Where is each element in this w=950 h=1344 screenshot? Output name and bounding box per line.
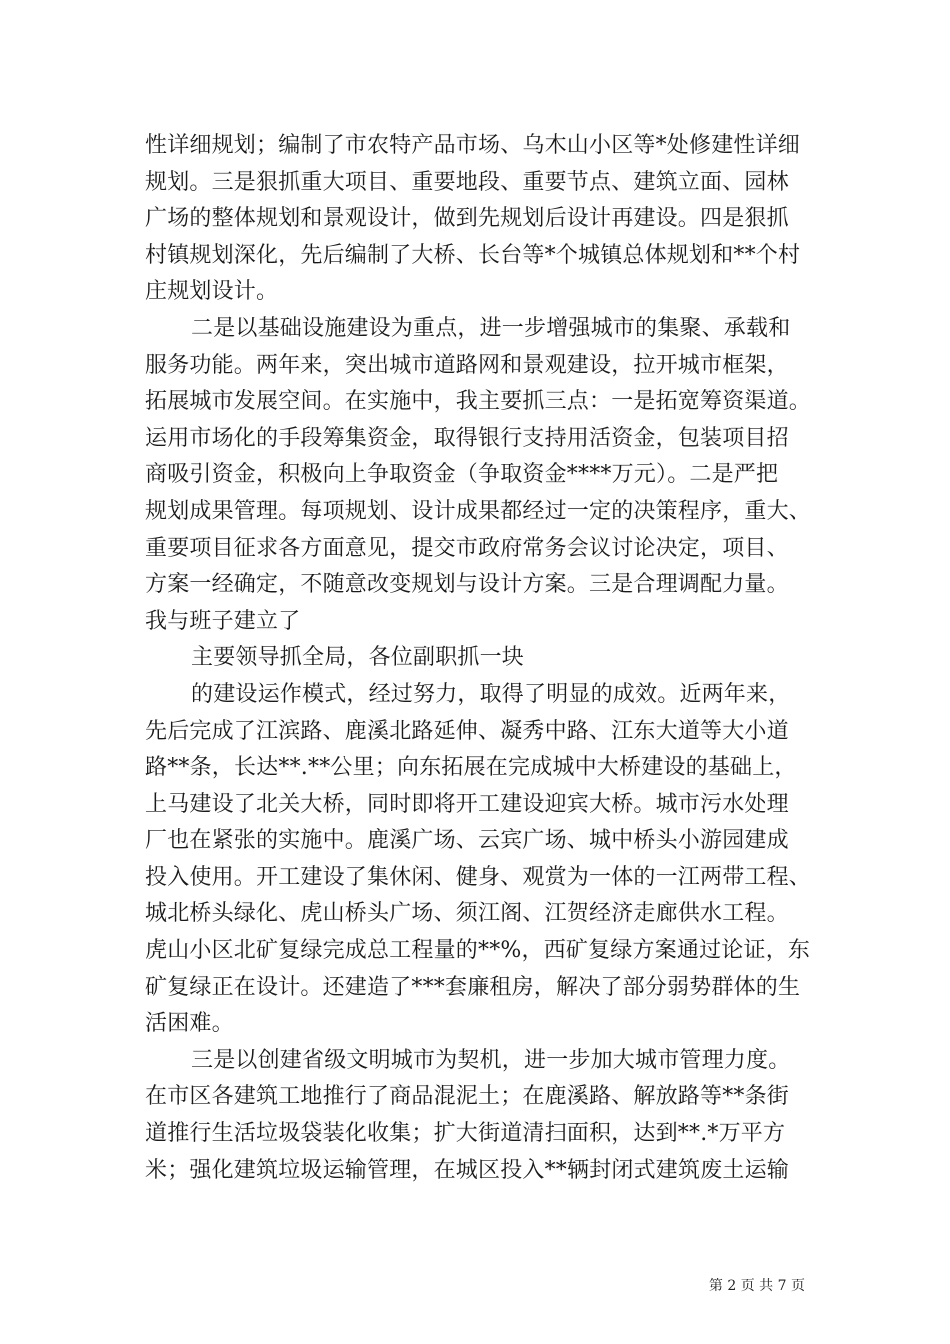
text-line: 三是以创建省级文明城市为契机，进一步加大城市管理力度。 bbox=[191, 1047, 791, 1073]
text-line: 城北桥头绿化、虎山桥头广场、须江阁、江贺经济走廊供水工程。 bbox=[145, 901, 789, 927]
text-line: 规划成果管理。每项规划、设计成果都经过一定的决策程序，重大、 bbox=[145, 498, 812, 524]
text-line: 广场的整体规划和景观设计，做到先规划后设计再建设。四是狠抓 bbox=[145, 206, 789, 232]
text-line: 在市区各建筑工地推行了商品混泥土；在鹿溪路、解放路等**条街 bbox=[145, 1084, 790, 1110]
text-line: 运用市场化的手段筹集资金，取得银行支持用活资金，包装项目招 bbox=[145, 425, 789, 451]
text-line: 庄规划设计。 bbox=[145, 279, 279, 305]
text-line: 性详细规划；编制了市农特产品市场、乌木山小区等*处修建性详细 bbox=[145, 133, 801, 158]
body-text bbox=[145, 128, 835, 1189]
text-line: 拓展城市发展空间。在实施中，我主要抓三点：一是拓宽筹资渠道。 bbox=[145, 389, 812, 415]
text-line: 投入使用。开工建设了集休闲、健身、观赏为一体的一江两带工程、 bbox=[145, 864, 812, 890]
text-line: 二是以基础设施建设为重点，进一步增强城市的集聚、承载和 bbox=[191, 315, 791, 341]
text-line: 矿复绿正在设计。还建造了***套廉租房，解决了部分弱势群体的生 bbox=[145, 974, 801, 1000]
text-line: 村镇规划深化，先后编制了大桥、长台等*个城镇总体规划和**个村 bbox=[145, 242, 801, 268]
text-line: 先后完成了江滨路、鹿溪北路延伸、凝秀中路、江东大道等大小道 bbox=[145, 718, 789, 744]
text-line: 米；强化建筑垃圾运输管理，在城区投入**辆封闭式建筑废土运输 bbox=[145, 1157, 790, 1183]
text-line: 厂也在紧张的实施中。鹿溪广场、云宾广场、城中桥头小游园建成 bbox=[145, 828, 789, 854]
text-line: 方案一经确定，不随意改变规划与设计方案。三是合理调配力量。 bbox=[145, 572, 789, 598]
page-number: 第 2 页 共 7 页 bbox=[708, 1278, 805, 1294]
text-line: 活困难。 bbox=[145, 1011, 234, 1037]
text-line: 主要领导抓全局，各位副职抓一块 bbox=[191, 645, 525, 671]
text-line: 我与班子建立了 bbox=[145, 608, 301, 634]
text-line: 上马建设了北关大桥，同时即将开工建设迎宾大桥。城市污水处理 bbox=[145, 791, 789, 817]
text-line: 服务功能。两年来，突出城市道路网和景观建设，拉开城市框架， bbox=[145, 352, 789, 378]
text-line: 的建设运作模式，经过努力，取得了明显的成效。近两年来， bbox=[191, 681, 791, 707]
text-line: 虎山小区北矿复绿完成总工程量的**%，西矿复绿方案通过论证，东 bbox=[145, 938, 811, 964]
text-line: 重要项目征求各方面意见，提交市政府常务会议讨论决定，项目、 bbox=[145, 535, 789, 561]
text-line: 商吸引资金，积极向上争取资金（争取资金****万元）。二是严把 bbox=[145, 462, 779, 488]
text-line: 路**条，长达**.**公里；向东拓展在完成城中大桥建设的基础上， bbox=[145, 755, 797, 781]
text-line: 道推行生活垃圾袋装化收集；扩大街道清扫面积，达到**.*万平方 bbox=[145, 1121, 786, 1147]
text-line: 规划。三是狠抓重大项目、重要地段、重要节点、建筑立面、园林 bbox=[145, 169, 789, 195]
